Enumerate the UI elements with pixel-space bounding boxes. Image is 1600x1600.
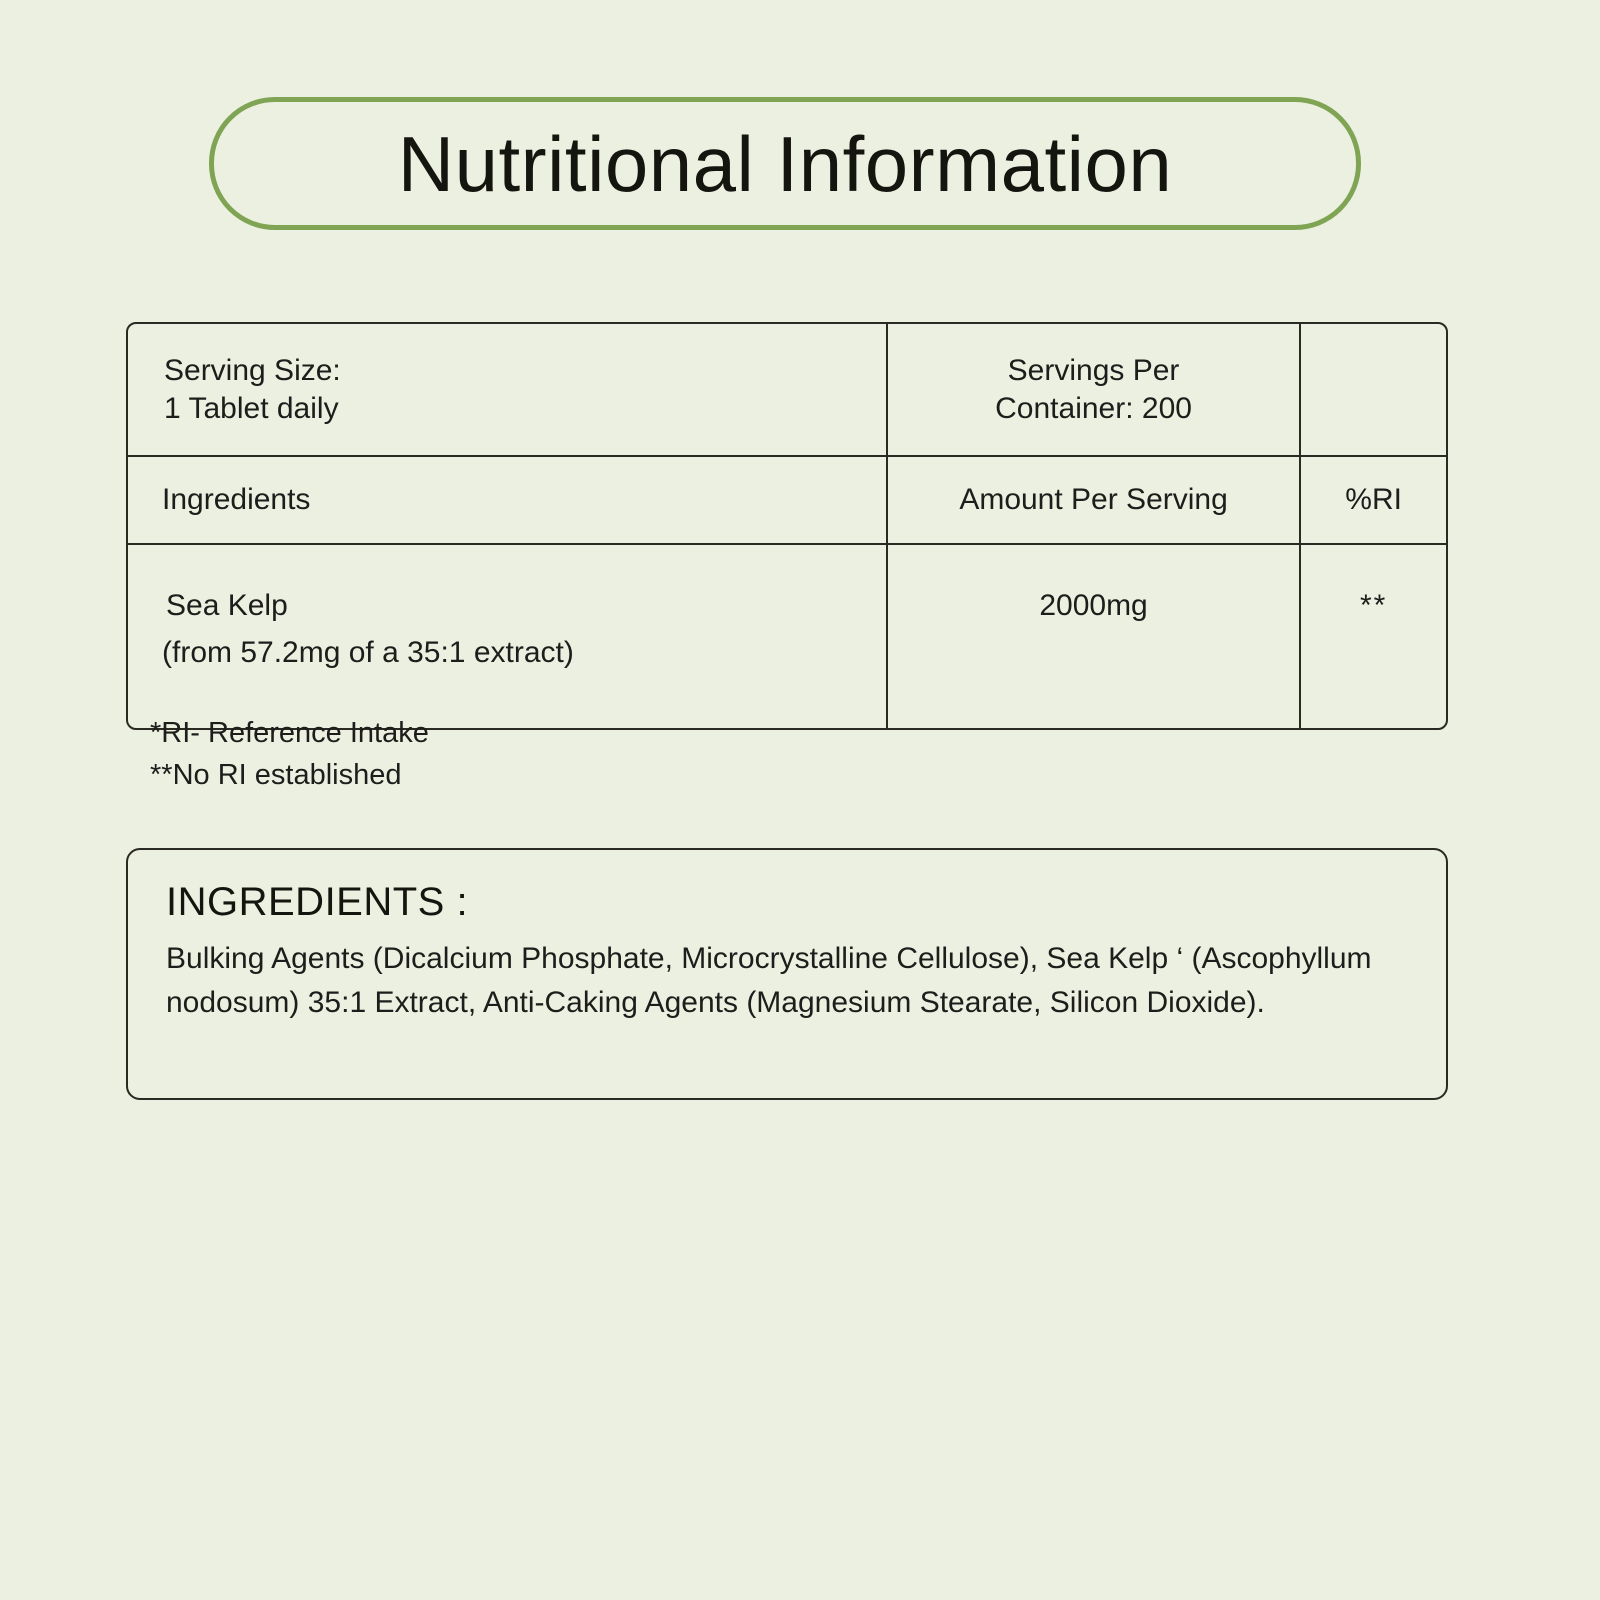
footnote-ri-definition: *RI- Reference Intake [150,717,429,749]
table-row-serving [128,324,1446,457]
ingredient-detail: (from 57.2mg of a 35:1 extract) [162,636,574,669]
column-header-ri: %RI [1345,483,1402,516]
ingredients-panel [126,848,1448,1100]
serving-size-label: Serving Size: [164,354,341,387]
ingredient-cell [128,545,888,728]
column-header-ingredients: Ingredients [128,457,888,543]
nutrition-facts-table [126,322,1448,730]
page-title-pill [209,97,1361,230]
serving-size-cell [128,324,888,455]
footnotes [150,712,429,796]
ingredients-panel-body: Bulking Agents (Dicalcium Phosphate, Microcrystalline Cellulose), Sea Kelp ‘ (Ascophyllum nodosum) 35:1 Extract, Anti-Caking Agents (Magnesium Stearate, Silicon Dioxide). [166,942,1372,1019]
page-title: Nutritional Information [397,119,1173,208]
ingredient-ri-value: ** [1359,588,1388,622]
serving-size-value: 1 Tablet daily [164,391,339,425]
footnote-no-ri: **No RI established [150,759,402,792]
ingredients-panel-title: INGREDIENTS : [166,880,469,924]
servings-per-container-value: Container: 200 [995,391,1192,425]
table-header-row [128,457,1446,545]
ingredient-amount: 2000mg [888,545,1301,728]
table-row [128,545,1446,728]
servings-per-container-cell [888,324,1301,455]
serving-row-empty-cell [1301,324,1446,455]
column-header-amount-per-serving: Amount Per Serving [888,457,1301,543]
ingredient-name: Sea Kelp [166,588,288,622]
servings-per-container-label: Servings Per [1007,354,1180,387]
